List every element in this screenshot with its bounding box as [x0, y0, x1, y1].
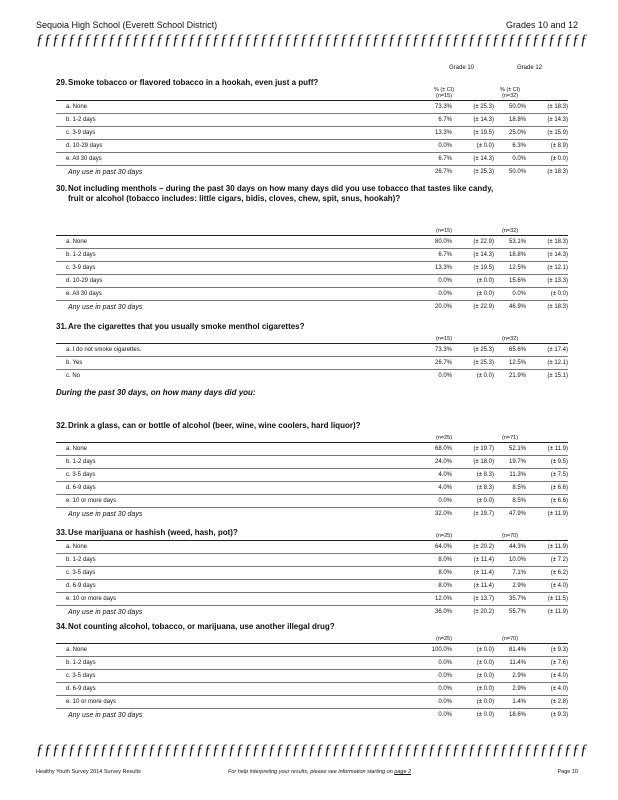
- grade-10-ci: (± 14.3): [473, 156, 494, 162]
- grade-12-percent: 1.4%: [512, 699, 526, 705]
- grade-10-percent: 13.3%: [434, 130, 452, 136]
- response-label: c. 3-5 days: [66, 570, 96, 576]
- question-34-section: [56, 622, 568, 719]
- grade-12-ci: (± 2.8): [550, 699, 568, 705]
- response-label: c. 3-9 days: [66, 130, 96, 136]
- question-31-section: [56, 322, 568, 379]
- footer-help-label: For help interpreting your results, please see information starting on: [228, 769, 393, 775]
- footer-help-text: [228, 769, 411, 775]
- grade-10-ci: (± 19.5): [473, 265, 494, 271]
- sample-size-10: (n=25): [436, 636, 453, 642]
- table-row: [56, 657, 568, 670]
- response-label: c. 3-5 days: [66, 472, 96, 478]
- grade-10-percent: 8.0%: [438, 557, 452, 563]
- response-label: c. 3-5 days: [66, 673, 96, 679]
- grade-10-percent: 0.0%: [438, 291, 452, 297]
- grade-10-ci: (± 0.0): [476, 686, 494, 692]
- response-label: c. 3-9 days: [66, 265, 96, 271]
- grade-10-percent: 73.3%: [434, 347, 452, 353]
- table-row: [56, 593, 568, 606]
- grade-10-ci: (± 0.0): [476, 699, 494, 705]
- grade-10-ci: (± 14.3): [473, 117, 494, 123]
- grade-12-ci: (± 4.0): [550, 686, 568, 692]
- response-label: Any use in past 30 days: [68, 711, 143, 719]
- grade-10-ci: (± 0.0): [476, 278, 494, 284]
- grade-12-percent: 19.7%: [508, 459, 526, 465]
- response-label: Any use in past 30 days: [68, 608, 143, 616]
- table-row: [56, 370, 568, 382]
- sample-size-10: (n=15): [436, 93, 453, 99]
- footer-page-number: Page 10: [557, 769, 578, 775]
- response-label: e. 10 or more days: [66, 596, 117, 602]
- question-title: [56, 622, 568, 632]
- grade-10-percent: 32.0%: [434, 511, 452, 517]
- grade-10-ci: (± 25.3): [473, 104, 494, 110]
- grade-12-ci: (± 11.5): [547, 596, 568, 602]
- grade-10-ci: (± 19.7): [473, 511, 494, 517]
- question-number: 29.: [56, 78, 68, 87]
- grade-12-percent: 52.1%: [508, 446, 526, 452]
- grade-10-ci: (± 0.0): [476, 647, 494, 653]
- grade-10-ci: (± 11.4): [473, 557, 494, 563]
- grade-12-percent: 81.4%: [508, 647, 526, 653]
- question-text: Drink a glass, can or bottle of alcohol (beer, wine, wine coolers, hard liquor)?: [68, 421, 361, 430]
- any-use-row: [56, 709, 568, 721]
- grade-10-percent: 0.0%: [438, 673, 452, 679]
- grade-10-ci: (± 0.0): [476, 143, 494, 149]
- grade-12-ci: (± 6.2): [550, 570, 568, 576]
- grade-10-percent: 0.0%: [438, 660, 452, 666]
- response-table: [56, 540, 568, 618]
- grade-10-percent: 13.3%: [434, 265, 452, 271]
- table-row: [56, 683, 568, 696]
- table-row: [56, 140, 568, 153]
- grade-10-ci: (± 25.3): [473, 360, 494, 366]
- grade-10-percent: 0.0%: [438, 686, 452, 692]
- grade-12-percent: 2.9%: [512, 583, 526, 589]
- sample-size-12: (n=70): [502, 636, 519, 642]
- grade-12-ci: (± 4.0): [550, 583, 568, 589]
- question-title: [56, 528, 568, 538]
- response-label: e. 10 or more days: [66, 498, 117, 504]
- grade-10-percent: 8.0%: [438, 570, 452, 576]
- table-row: [56, 456, 568, 469]
- any-use-row: [56, 166, 568, 178]
- grade-12-ci: (± 6.6): [550, 485, 568, 491]
- grade-10-percent: 0.0%: [438, 712, 452, 718]
- question-title: [56, 184, 568, 203]
- sample-size-12: (n=70): [502, 533, 519, 539]
- grade-12-percent: 18.6%: [508, 712, 526, 718]
- grade-10-percent: 64.0%: [434, 544, 452, 550]
- grade-12-ci: (± 8.9): [550, 143, 568, 149]
- column-header-grade-12: Grade 12: [517, 65, 543, 71]
- grade-12-percent: 50.0%: [508, 169, 526, 175]
- grade-12-ci: (± 4.0): [550, 673, 568, 679]
- grade-12-ci: (± 7.5): [550, 472, 568, 478]
- grade-12-ci: (± 14.3): [547, 252, 568, 258]
- grade-10-percent: 4.0%: [438, 485, 452, 491]
- grade-12-ci: (± 12.1): [547, 360, 568, 366]
- response-label: b. 1-2 days: [66, 459, 96, 465]
- table-row: [56, 469, 568, 482]
- grade-12-percent: 12.5%: [508, 265, 526, 271]
- response-label: b. Yes: [66, 360, 83, 366]
- table-row: [56, 580, 568, 593]
- grade-12-ci: (± 18.3): [547, 239, 568, 245]
- grade-10-ci: (± 22.9): [473, 304, 494, 310]
- grade-12-ci: (± 13.3): [547, 278, 568, 284]
- grade-12-percent: 25.0%: [508, 130, 526, 136]
- grade-12-percent: 18.8%: [508, 252, 526, 258]
- grade-12-percent: 18.8%: [508, 117, 526, 123]
- any-use-row: [56, 606, 568, 618]
- grade-12-ci: (± 11.9): [547, 446, 568, 452]
- question-title: [56, 78, 568, 88]
- sample-size-10: (n=15): [436, 228, 453, 234]
- response-label: b. 1-2 days: [66, 117, 96, 123]
- response-table: [56, 442, 568, 520]
- footer-divider: ƒƒƒƒƒƒƒƒƒƒƒƒƒƒƒƒƒƒƒƒƒƒƒƒƒƒƒƒƒƒƒƒƒƒƒƒƒƒƒƒƒƒƒƒƒƒƒƒƒƒƒƒƒƒƒƒƒƒƒƒƒƒƒƒƒƒƒƒƒ: [36, 742, 588, 758]
- grade-12-percent: 7.1%: [512, 570, 526, 576]
- grade-12-percent: 6.3%: [512, 143, 526, 149]
- report-school-title: Sequoia High School (Everett School District): [36, 20, 218, 30]
- response-label: e. All 30 days: [66, 156, 102, 162]
- question-number: 32.: [56, 421, 68, 430]
- question-33-section: [56, 528, 568, 616]
- grade-10-percent: 80.0%: [434, 239, 452, 245]
- grade-10-ci: (± 19.5): [473, 130, 494, 136]
- grade-10-percent: 100.0%: [431, 647, 452, 653]
- sample-size-10: (n=25): [436, 435, 453, 441]
- grade-10-percent: 6.7%: [438, 156, 452, 162]
- question-title: [56, 322, 568, 332]
- grade-12-ci: (± 18.3): [547, 304, 568, 310]
- response-label: b. 1-2 days: [66, 252, 96, 258]
- header-divider: ƒƒƒƒƒƒƒƒƒƒƒƒƒƒƒƒƒƒƒƒƒƒƒƒƒƒƒƒƒƒƒƒƒƒƒƒƒƒƒƒƒƒƒƒƒƒƒƒƒƒƒƒƒƒƒƒƒƒƒƒƒƒƒƒƒƒƒƒƒ: [36, 32, 588, 48]
- grade-10-ci: (± 8.3): [476, 472, 494, 478]
- grade-10-percent: 24.0%: [434, 459, 452, 465]
- response-label: c. No: [66, 373, 81, 379]
- grade-12-percent: 21.9%: [508, 373, 526, 379]
- grade-12-ci: (± 11.9): [547, 609, 568, 615]
- pct-ci-label-10: % (± CI): [434, 87, 455, 93]
- table-row: [56, 482, 568, 495]
- table-row: [56, 275, 568, 288]
- table-row: [56, 567, 568, 580]
- sample-size-12: (n=71): [502, 435, 519, 441]
- table-row: [56, 262, 568, 275]
- question-29-section: [56, 78, 568, 176]
- table-row: [56, 442, 568, 456]
- question-text: Smoke tobacco or flavored tobacco in a hookah, even just a puff?: [68, 78, 319, 87]
- footer-page-link[interactable]: page 2: [394, 769, 412, 775]
- grade-10-ci: (± 22.9): [473, 239, 494, 245]
- sample-size-10: (n=25): [436, 533, 453, 539]
- sample-size-12: (n=32): [502, 228, 519, 234]
- grade-12-percent: 15.6%: [508, 278, 526, 284]
- grade-12-percent: 8.5%: [512, 485, 526, 491]
- grade-12-ci: (± 18.3): [547, 104, 568, 110]
- grade-12-ci: (± 15.1): [547, 373, 568, 379]
- grade-12-percent: 53.1%: [508, 239, 526, 245]
- grade-12-ci: (± 9.3): [550, 647, 568, 653]
- question-title: [56, 421, 568, 431]
- grade-12-ci: (± 15.9): [547, 130, 568, 136]
- grade-10-percent: 8.0%: [438, 583, 452, 589]
- response-label: a. None: [66, 104, 88, 110]
- grade-10-percent: 68.0%: [434, 446, 452, 452]
- grade-10-ci: (± 0.0): [476, 373, 494, 379]
- grade-12-percent: 65.6%: [508, 347, 526, 353]
- sample-size-12: (n=32): [502, 93, 519, 99]
- grade-10-ci: (± 0.0): [476, 673, 494, 679]
- grade-10-percent: 6.7%: [438, 117, 452, 123]
- table-row: [56, 495, 568, 508]
- table-row: [56, 343, 568, 357]
- grade-10-ci: (± 19.7): [473, 446, 494, 452]
- response-label: d. 6-9 days: [66, 686, 96, 692]
- question-number: 31.: [56, 322, 68, 331]
- grade-12-ci: (± 12.1): [547, 265, 568, 271]
- grade-12-ci: (± 6.6): [550, 498, 568, 504]
- question-32-section: [56, 421, 568, 518]
- response-table: [56, 235, 568, 313]
- grade-12-percent: 11.4%: [509, 660, 526, 666]
- grade-12-ci: (± 9.5): [550, 459, 568, 465]
- question-number: 30.: [56, 184, 68, 193]
- grade-10-percent: 6.7%: [438, 252, 452, 258]
- question-number: 34.: [56, 622, 68, 631]
- any-use-row: [56, 508, 568, 520]
- response-label: a. None: [66, 647, 88, 653]
- response-label: b. 1-2 days: [66, 660, 96, 666]
- grade-10-ci: (± 18.0): [473, 459, 494, 465]
- grade-10-percent: 26.7%: [434, 169, 452, 175]
- table-row: [56, 249, 568, 262]
- response-label: Any use in past 30 days: [68, 168, 143, 176]
- table-row: [56, 235, 568, 249]
- grade-12-percent: 44.3%: [508, 544, 526, 550]
- report-grades-title: Grades 10 and 12: [505, 20, 578, 30]
- response-label: e. All 30 days: [66, 291, 102, 297]
- grade-12-percent: 11.3%: [509, 472, 526, 478]
- question-text: Are the cigarettes that you usually smoke menthol cigarettes?: [68, 322, 305, 331]
- sample-size-10: (n=15): [436, 336, 453, 342]
- grade-12-percent: 8.5%: [512, 498, 526, 504]
- grade-12-ci: (± 11.9): [547, 511, 568, 517]
- question-text: Not counting alcohol, tobacco, or marijuana, use another illegal drug?: [68, 622, 335, 631]
- response-label: b. 1-2 days: [66, 557, 96, 563]
- table-row: [56, 114, 568, 127]
- response-label: a. None: [66, 239, 88, 245]
- question-text: Use marijuana or hashish (weed, hash, pot)?: [68, 528, 238, 537]
- any-use-row: [56, 301, 568, 313]
- response-label: a. None: [66, 446, 88, 452]
- table-row: [56, 540, 568, 554]
- table-row: [56, 643, 568, 657]
- grade-10-ci: (± 8.3): [476, 485, 494, 491]
- grade-10-ci: (± 14.3): [473, 252, 494, 258]
- grade-10-ci: (± 0.0): [476, 498, 494, 504]
- section-interlude: During the past 30 days, on how many days did you:: [56, 388, 256, 397]
- grade-12-ci: (± 0.0): [550, 156, 568, 162]
- grade-10-ci: (± 25.3): [473, 347, 494, 353]
- response-label: a. I do not smoke cigarettes.: [66, 347, 142, 353]
- grade-10-ci: (± 0.0): [476, 712, 494, 718]
- question-30-section: [56, 184, 568, 311]
- pct-ci-label-12: % (± CI): [500, 87, 521, 93]
- grade-12-ci: (± 0.0): [550, 291, 568, 297]
- table-row: [56, 357, 568, 370]
- table-row: [56, 127, 568, 140]
- response-label: Any use in past 30 days: [68, 510, 143, 518]
- sample-size-12: (n=32): [502, 336, 519, 342]
- grade-12-percent: 10.0%: [508, 557, 526, 563]
- grade-10-percent: 12.0%: [434, 596, 452, 602]
- grade-10-ci: (± 20.2): [473, 609, 494, 615]
- grade-12-percent: 55.7%: [508, 609, 526, 615]
- table-row: [56, 288, 568, 301]
- grade-10-ci: (± 13.7): [473, 596, 494, 602]
- grade-12-percent: 2.9%: [512, 686, 526, 692]
- response-label: d. 6-9 days: [66, 583, 96, 589]
- footer-survey-name: Healthy Youth Survey 2014 Survey Results: [36, 769, 141, 775]
- response-label: d. 10-29 days: [66, 143, 103, 149]
- grade-12-ci: (± 7.2): [550, 557, 568, 563]
- grade-12-percent: 0.0%: [512, 291, 526, 297]
- grade-10-ci: (± 0.0): [476, 660, 494, 666]
- grade-10-percent: 0.0%: [438, 143, 452, 149]
- response-label: d. 10-29 days: [66, 278, 103, 284]
- grade-10-ci: (± 25.3): [473, 169, 494, 175]
- grade-10-ci: (± 0.0): [476, 291, 494, 297]
- grade-12-percent: 2.9%: [512, 673, 526, 679]
- question-number: 33.: [56, 528, 68, 537]
- grade-10-percent: 0.0%: [438, 373, 452, 379]
- grade-12-percent: 50.0%: [508, 104, 526, 110]
- grade-10-percent: 4.0%: [438, 472, 452, 478]
- table-row: [56, 696, 568, 709]
- response-table: [56, 343, 568, 382]
- grade-10-percent: 0.0%: [438, 699, 452, 705]
- table-row: [56, 153, 568, 166]
- grade-12-percent: 47.9%: [508, 511, 526, 517]
- grade-10-percent: 36.0%: [434, 609, 452, 615]
- grade-10-ci: (± 20.2): [473, 544, 494, 550]
- grade-12-percent: 35.7%: [508, 596, 526, 602]
- column-header-grade-10: Grade 10: [449, 65, 475, 71]
- grade-10-percent: 20.0%: [434, 304, 452, 310]
- response-label: e. 10 or more days: [66, 699, 117, 705]
- grade-10-percent: 73.3%: [434, 104, 452, 110]
- grade-12-ci: (± 7.6): [550, 660, 568, 666]
- grade-10-percent: 0.0%: [438, 278, 452, 284]
- grade-12-percent: 12.5%: [508, 360, 526, 366]
- grade-12-ci: (± 17.4): [547, 347, 568, 353]
- grade-10-percent: 26.7%: [434, 360, 452, 366]
- table-row: [56, 554, 568, 567]
- grade-12-ci: (± 14.3): [547, 117, 568, 123]
- grade-12-percent: 46.9%: [508, 304, 526, 310]
- response-label: a. None: [66, 544, 88, 550]
- question-text: Not including menthols – during the past 30 days on how many days did you use tobacco that tastes like candy, fruit or alcohol (tobacco includes: little cigars, bidis, cloves, chew, spit, snus, hookah)?: [68, 184, 494, 203]
- grade-12-ci: (± 18.3): [547, 169, 568, 175]
- response-table: [56, 643, 568, 721]
- grade-10-percent: 0.0%: [438, 498, 452, 504]
- grade-12-ci: (± 11.9): [547, 544, 568, 550]
- grade-10-ci: (± 11.4): [473, 570, 494, 576]
- table-row: [56, 670, 568, 683]
- table-row: [56, 100, 568, 114]
- response-label: d. 6-9 days: [66, 485, 96, 491]
- response-label: Any use in past 30 days: [68, 303, 143, 311]
- grade-12-ci: (± 9.3): [550, 712, 568, 718]
- grade-12-percent: 0.0%: [512, 156, 526, 162]
- grade-10-ci: (± 11.4): [473, 583, 494, 589]
- response-table: [56, 100, 568, 178]
